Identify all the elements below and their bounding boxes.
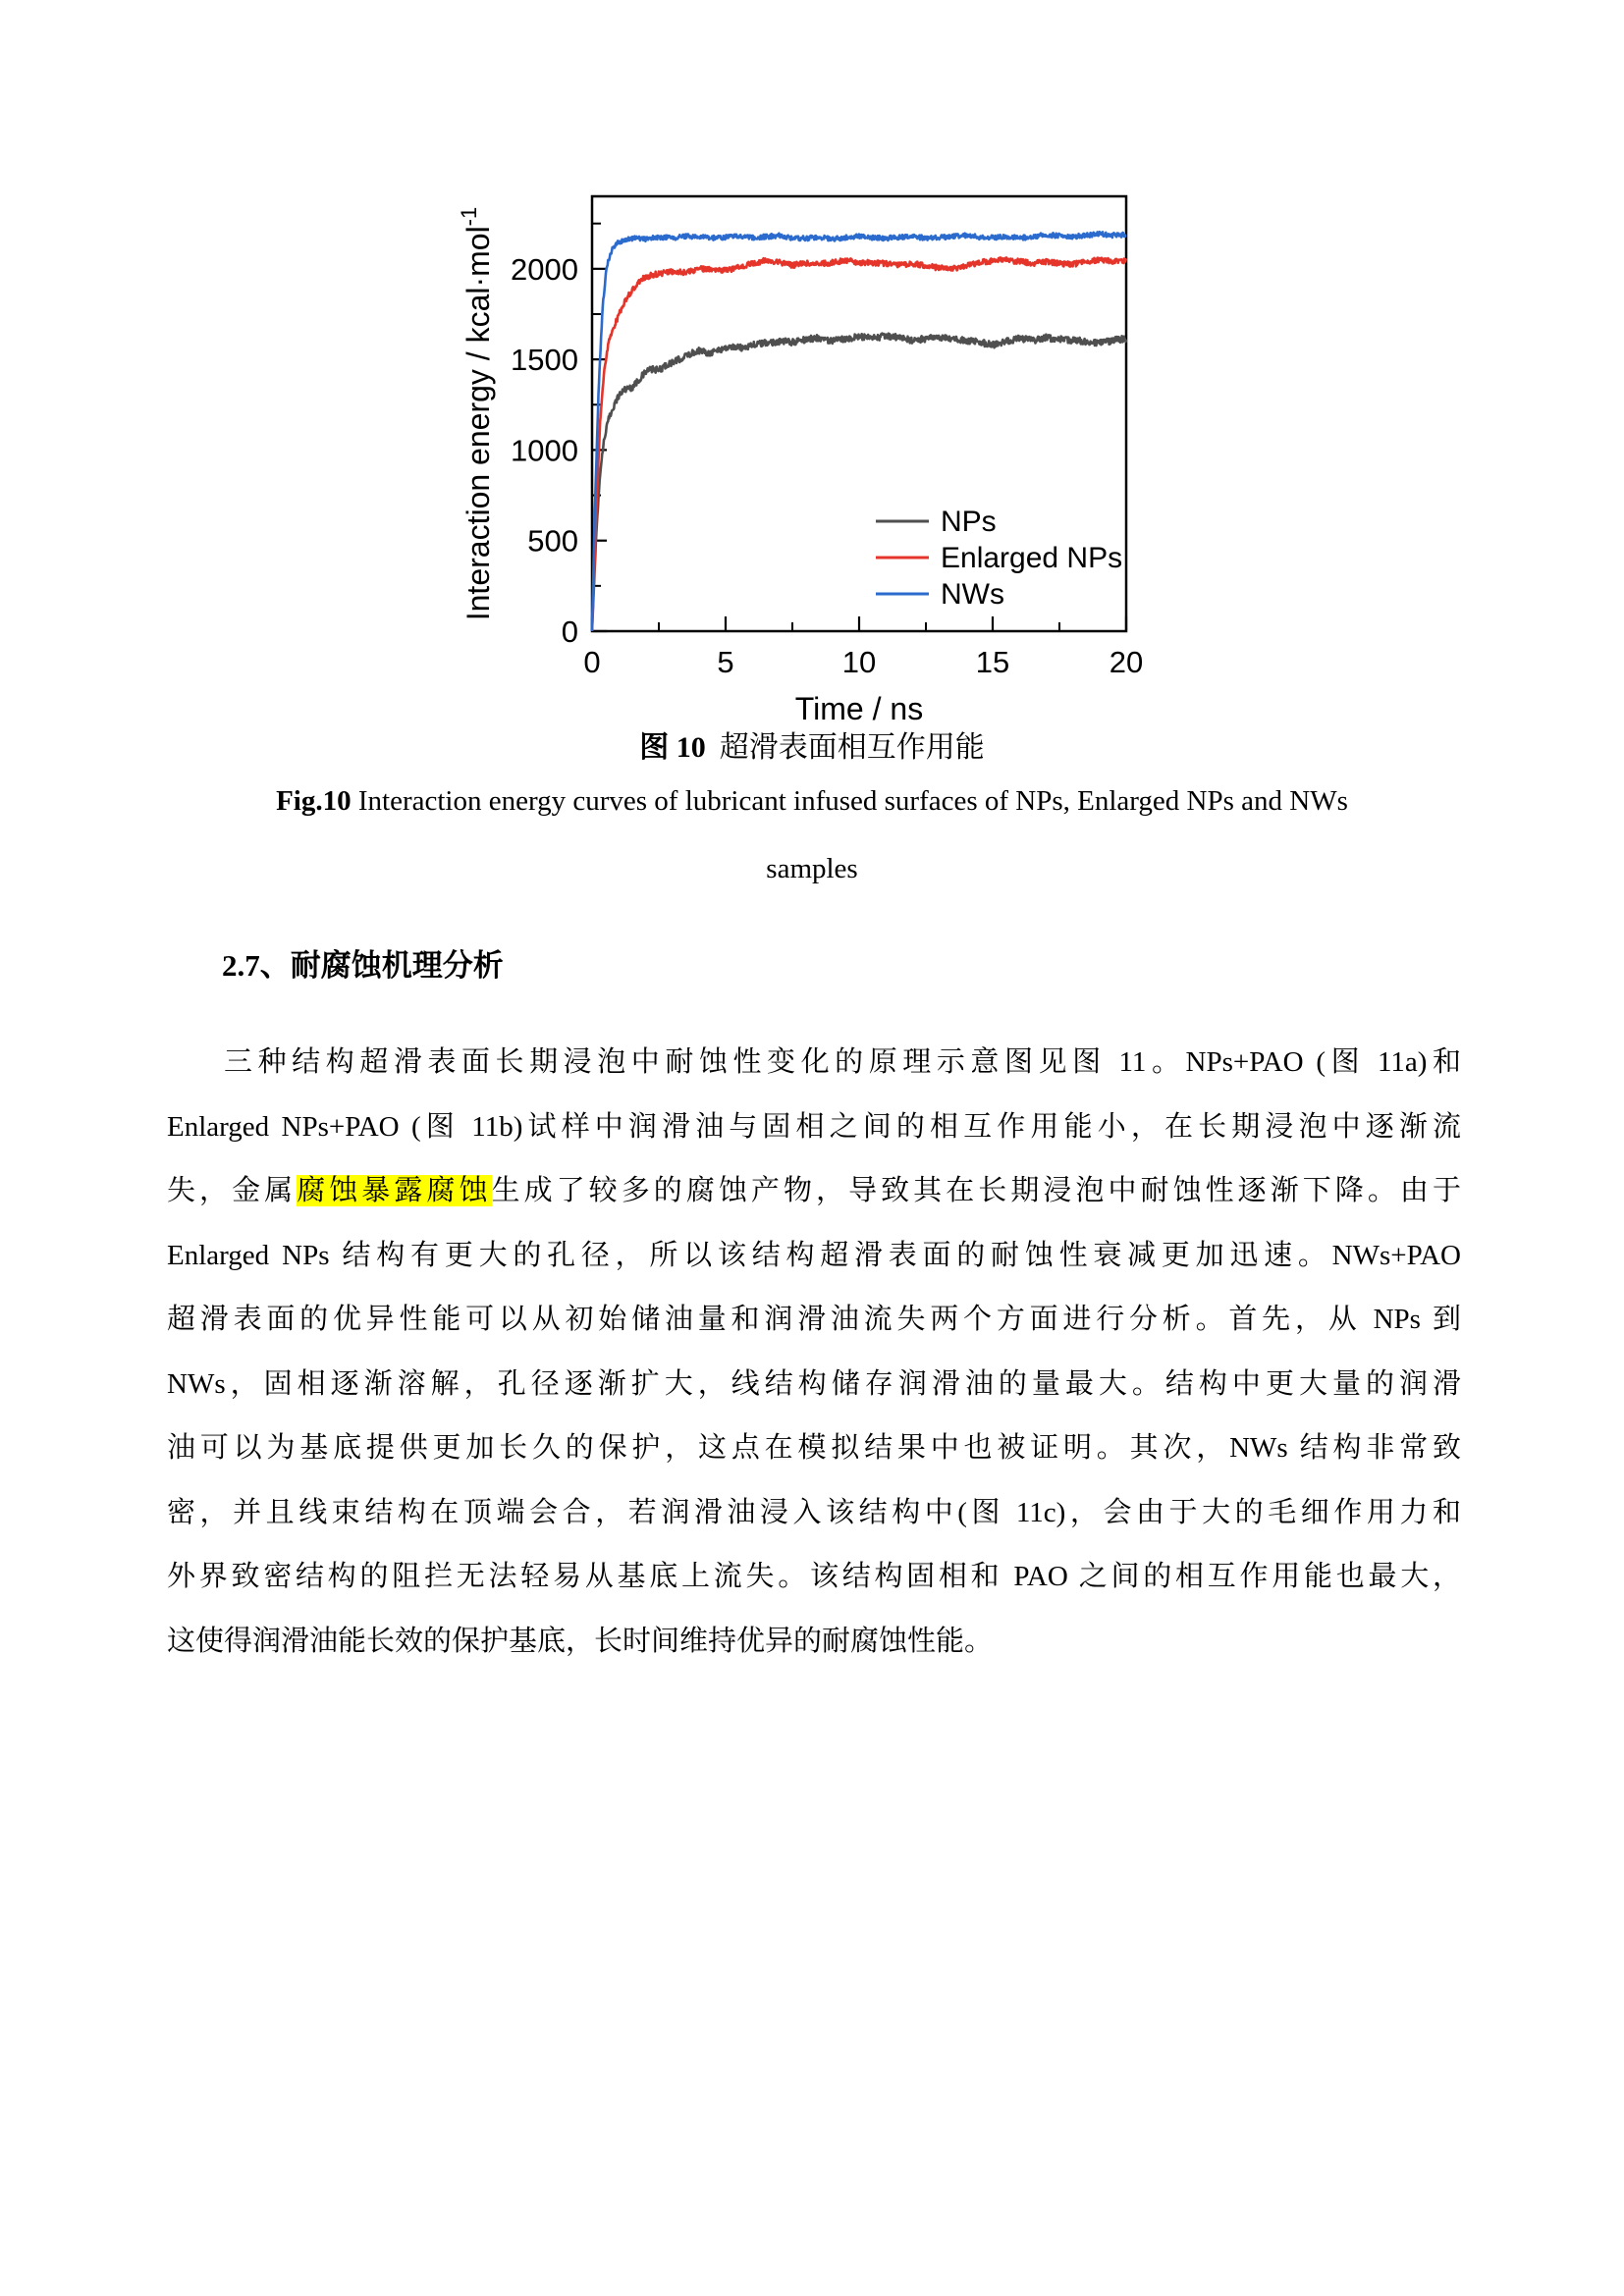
y-tick-label: 2000 — [511, 251, 578, 287]
legend-label-nws: NWs — [941, 578, 1004, 611]
legend-label-nps: NPs — [941, 506, 997, 538]
series-enlarged-nps-line — [592, 257, 1126, 631]
highlighted-text: 腐蚀暴露腐蚀 — [297, 1175, 492, 1206]
y-axis-title: Interaction energy / kcal·mol$^{-1}$ — [457, 206, 496, 621]
figure-caption-zh — [0, 722, 1624, 766]
y-tick-label: 500 — [527, 523, 578, 559]
x-tick-label: 20 — [1109, 645, 1144, 679]
x-tick-label: 5 — [717, 645, 734, 679]
y-tick-label: 1500 — [511, 343, 578, 378]
paragraph-line — [167, 1224, 1461, 1289]
figure-caption-en-label: Fig.10 — [276, 785, 352, 817]
paragraph-line — [167, 1481, 1461, 1546]
paragraph-line — [167, 1095, 1461, 1160]
paragraph-line — [167, 1416, 1461, 1481]
paragraph-text: 超滑表面的优异性能可以从初始储油量和润滑油流失两个方面进行分析。首先，从 NPs 到 — [167, 1304, 1461, 1335]
series-nps-line — [592, 334, 1126, 631]
paragraph-text: NWs，固相逐渐溶解，孔径逐渐扩大，线结构储存润滑油的量最大。结构中更大量的润滑 — [167, 1367, 1461, 1400]
paragraph-line — [167, 1353, 1461, 1417]
paragraph-text: Enlarged NPs 结构有更大的孔径，所以该结构超滑表面的耐蚀性衰减更加迅速。NWs+PAO — [167, 1239, 1461, 1271]
paragraph-text: 密，并且线束结构在顶端会合，若润滑油浸入该结构中(图 11c)，会由于大的毛细作用力和 — [167, 1496, 1461, 1528]
y-tick-label: 1000 — [511, 433, 578, 468]
legend-label-enlarged-nps: Enlarged NPs — [941, 542, 1123, 574]
paragraph-line — [167, 1545, 1461, 1610]
figure-caption-en-line2: samples — [766, 853, 858, 884]
paragraph-text: Enlarged NPs+PAO (图 11b)试样中润滑油与固相之间的相互作用能小，在长期浸泡中逐渐流 — [167, 1110, 1461, 1143]
x-tick-label: 0 — [583, 645, 601, 679]
paragraph-line — [167, 1031, 1461, 1095]
section-heading: 2.7、耐腐蚀机理分析 — [222, 948, 504, 983]
x-tick-label: 15 — [975, 645, 1010, 679]
paragraph-text: 这使得润滑油能长效的保护基底，长时间维持优异的耐腐蚀性能。 — [167, 1625, 994, 1657]
figure-caption-zh-text: 超滑表面相互作用能 — [719, 731, 985, 764]
paragraph-line — [167, 1288, 1461, 1353]
paragraph-text: 三种结构超滑表面长期浸泡中耐蚀性变化的原理示意图见图 11。NPs+PAO (图 11a)和 — [224, 1046, 1461, 1078]
x-tick-label: 10 — [841, 645, 877, 679]
legend-entry-nws — [876, 578, 1004, 611]
paragraph-text: 外界致密结构的阻拦无法轻易从基底上流失。该结构固相和 PAO 之间的相互作用能也最大， — [167, 1561, 1461, 1592]
paragraph-line — [167, 1610, 1461, 1675]
figure-caption-en-text: Interaction energy curves of lubricant infused surfaces of NPs, Enlarged NPs and NWs — [351, 785, 1348, 817]
legend-entry-nps — [876, 506, 997, 538]
figure-10-chart — [383, 155, 1159, 744]
legend-entry-enlarged-nps — [876, 542, 1122, 574]
y-tick-label: 0 — [561, 614, 578, 649]
interaction-energy-chart — [383, 155, 1159, 744]
figure-caption-en — [0, 785, 1624, 818]
paragraph-text: 油可以为基底提供更加长久的保护，这点在模拟结果中也被证明。其次，NWs 结构非常致 — [167, 1432, 1461, 1464]
figure-caption-zh-label: 图 10 — [639, 731, 706, 764]
body-paragraph — [167, 1031, 1461, 1674]
paragraph-text: 生成了较多的腐蚀产物，导致其在长期浸泡中耐蚀性逐渐下降。由于 — [491, 1175, 1461, 1206]
paragraph-line — [167, 1159, 1461, 1224]
x-axis-title: Time / ns — [794, 691, 924, 726]
paragraph-text: 失，金属 — [167, 1175, 298, 1206]
